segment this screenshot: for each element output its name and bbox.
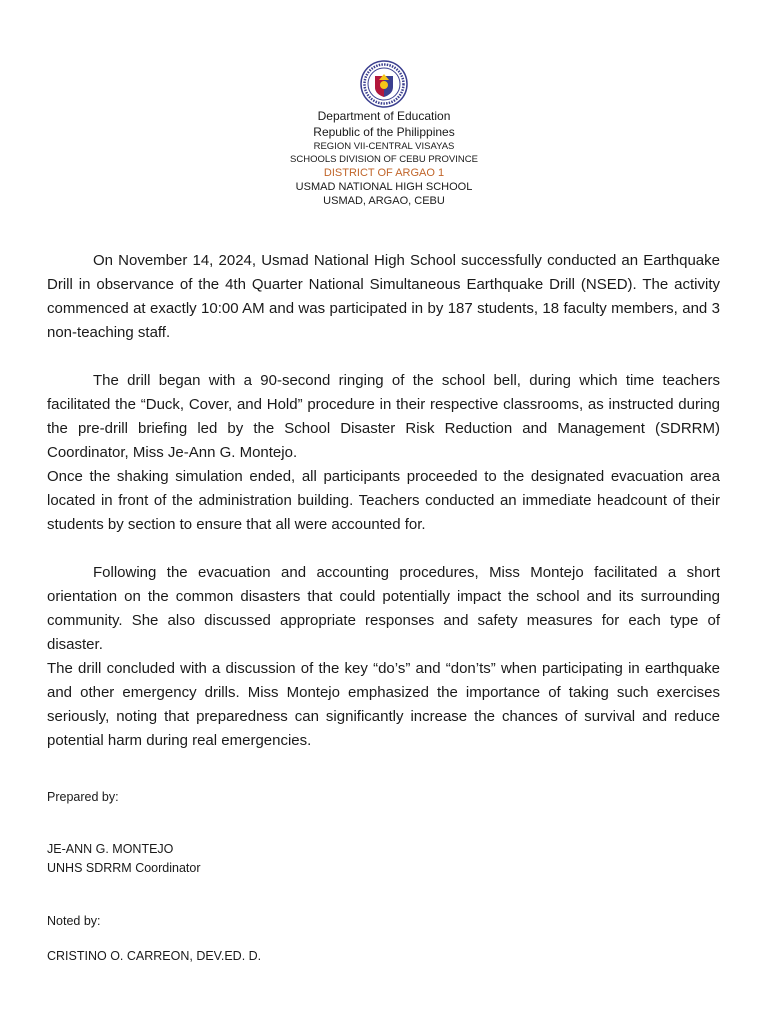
letterhead <box>0 60 768 208</box>
paragraph-4: Following the evacuation and accounting procedures, Miss Montejo facilitated a short orientation on the common disasters that could potentially impact the school and its surrounding community. She also discussed appropriate responses and safety measures for each type of disaster. <box>47 564 720 653</box>
noted-by-name: CRISTINO O. CARREON, DEV.ED. D. <box>47 949 262 963</box>
noted-by-label: Noted by: <box>47 914 101 928</box>
deped-seal-icon <box>360 60 408 108</box>
header-line-district: DISTRICT OF ARGAO 1 <box>323 167 445 179</box>
paragraph-5: The drill concluded with a discussion of the key “do’s” and “don’ts” when participating in earthquake and other emergency drills. Miss Montejo emphasized the importance of taking such exercises seriously, noting that preparedness can significantly increase the chances of survival and reduce potential harm during real emergencies. <box>47 660 720 749</box>
prepared-by-name: JE-ANN G. MONTEJO <box>47 842 174 856</box>
header-line-republic: Republic of the Philippines <box>313 125 455 139</box>
prepared-by-title: UNHS SDRRM Coordinator <box>47 861 201 875</box>
report-body <box>47 249 720 753</box>
prepared-by-label: Prepared by: <box>47 790 119 804</box>
paragraph-1: On November 14, 2024, Usmad National High School successfully conducted an Earthquake Drill in observance of the 4th Quarter National Simultaneous Earthquake Drill (NSED). The activity commenced at exactly 10:00 AM and was participated in by 187 students, 18 faculty members, and 3 non-teaching staff. <box>47 252 720 341</box>
paragraph-2: The drill began with a 90-second ringing of the school bell, during which time teachers facilitated the “Duck, Cover, and Hold” procedure in their respective classrooms, as instructed during the pre-drill briefing led by the School Disaster Risk Reduction and Management (SDRRM) Coordinator, Miss Je-Ann G. Montejo. <box>47 372 720 461</box>
header-line-division: SCHOOLS DIVISION OF CEBU PROVINCE <box>290 154 478 165</box>
header-line-department: Department of Education <box>317 109 451 123</box>
paragraph-3: Once the shaking simulation ended, all participants proceeded to the designated evacuation area located in front of the administration building. Teachers conducted an immediate headcount of their students by section to ensure that all were accounted for. <box>47 468 720 533</box>
header-line-region: REGION VII-CENTRAL VISAYAS <box>313 141 455 152</box>
header-line-school: USMAD NATIONAL HIGH SCHOOL <box>295 181 473 193</box>
header-line-address: USMAD, ARGAO, CEBU <box>323 195 445 207</box>
